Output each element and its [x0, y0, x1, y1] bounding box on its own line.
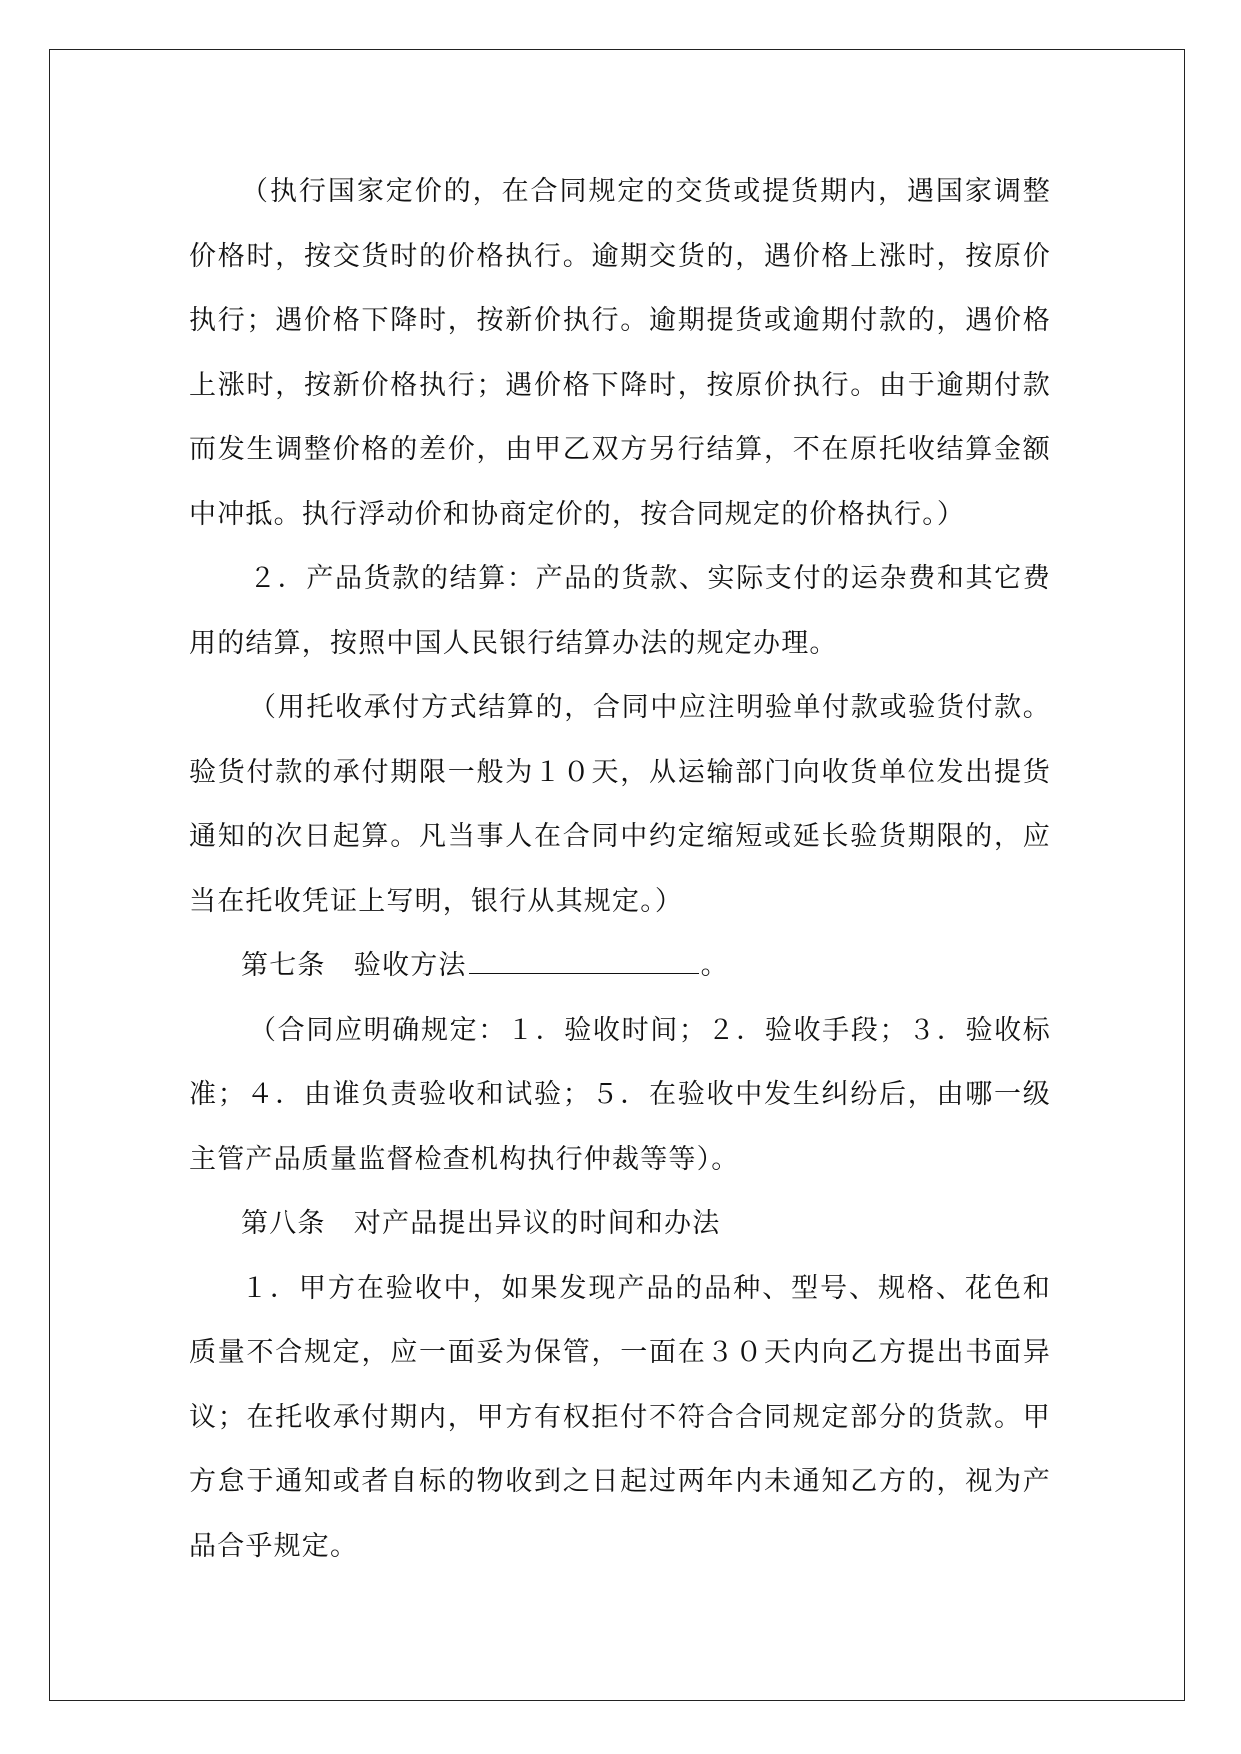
paragraph-price-adjustment: （执行国家定价的，在合同规定的交货或提货期内，遇国家调整价格时，按交货时的价格执行。逾期交货的，遇价格上涨时，按原价执行；遇价格下降时，按新价执行。逾期提货或逾期付款的，遇价格上涨时，按新价格执行；遇价格下降时，按原价执行。由于逾期付款而发生调整价格的差价，由甲乙双方另行结算，不在原托收结算金额中冲抵。执行浮动价和协商定价的，按合同规定的价格执行。） — [189, 176, 1051, 530]
article-7-heading: 第七条 验收方法 — [241, 950, 467, 981]
paragraph-objection-procedure: １．甲方在验收中，如果发现产品的品种、型号、规格、花色和质量不合规定，应一面妥为保管，一面在３０天内向乙方提出书面异议；在托收承付期内，甲方有权拒付不符合合同规定部分的货款。甲方怠于通知或者自标的物收到之日起过两年内未通知乙方的，视为产品合乎规定。 — [189, 1272, 1051, 1562]
paragraph-inspection-requirements: （合同应明确规定：１．验收时间；２．验收手段；３．验收标准；４．由谁负责验收和试验；５．在验收中发生纠纷后，由哪一级主管产品质量监督检查机构执行仲裁等等）。 — [189, 1014, 1051, 1175]
inspection-method-blank — [469, 949, 699, 974]
paragraph-payment-settlement: ２．产品货款的结算：产品的货款、实际支付的运杂费和其它费用的结算，按照中国人民银行结算办法的规定办理。 — [189, 563, 1051, 659]
paragraph-article-8: 第八条 对产品提出异议的时间和办法 — [241, 1208, 721, 1239]
paragraph-article-7 — [189, 934, 1051, 999]
article-7-period: 。 — [700, 950, 729, 981]
document-body — [189, 160, 1051, 1579]
paragraph-collection-acceptance: （用托收承付方式结算的，合同中应注明验单付款或验货付款。验货付款的承付期限一般为１０天，从运输部门向收货单位发出提货通知的次日起算。凡当事人在合同中约定缩短或延长验货期限的，应当在托收凭证上写明，银行从其规定。） — [189, 692, 1051, 917]
